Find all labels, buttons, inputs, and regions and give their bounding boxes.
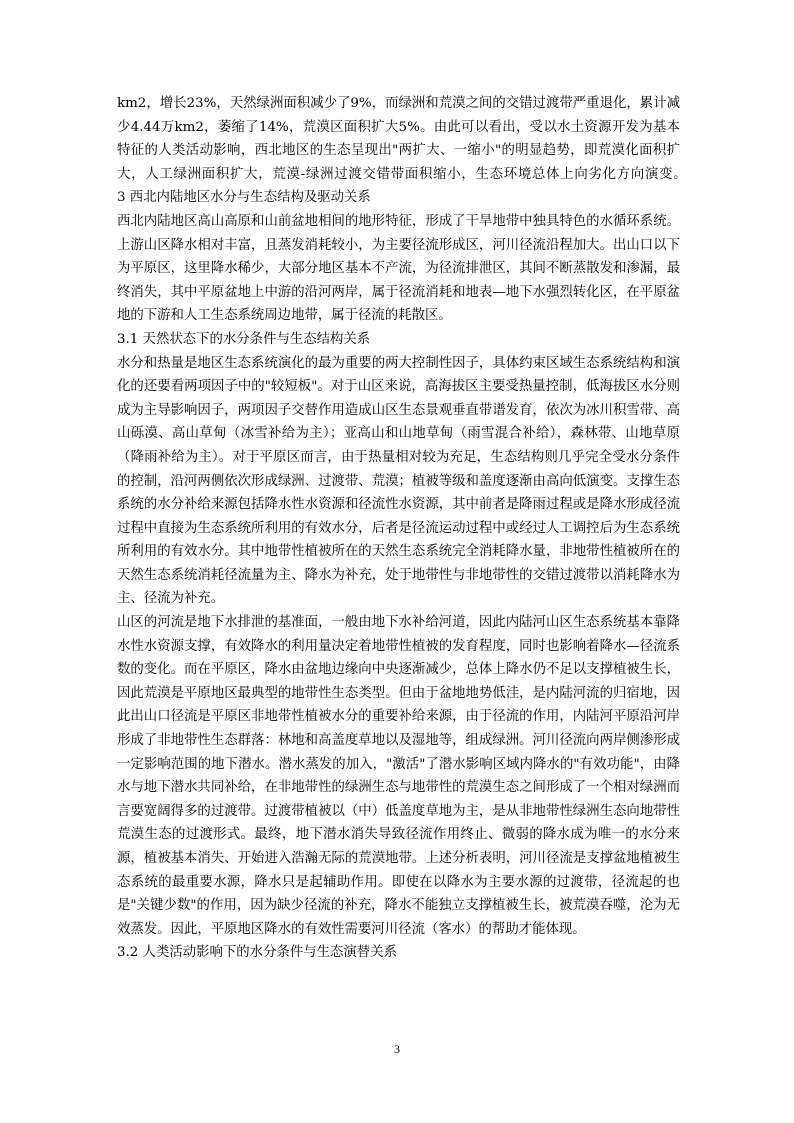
- paragraph-water-heat-factors: 水分和热量是地区生态系统演化的最为重要的两大控制性因子，具体约束区域生态系统结构和演化的还要看两项因子中的"较短板"。对于山区来说，高海拔区主要受热量控制，低海拔区水分则成为主导影响因子，两项因子交替作用造成山区生态景观垂直带谱发育，依次为冰川积雪带、高山砾漠、高山草甸（冰雪补给为主）；亚高山和山地草甸（雨雪混合补给），森林带、山地草原（降雨补给为主）。对于平原区而言，由于热量相对较为充足，生态结构则几乎完全受水分条件的控制，沿河两侧依次形成绿洲、过渡带、荒漠；植被等级和盖度逐渐由高向低演变。支撑生态系统的水分补给来源包括降水性水资源和径流性水资源，其中前者是降雨过程或是降水形成径流过程中直接为生态系统所利用的有效水分，后者是径流运动过程中或经过人工调控后为生态系统所利用的有效水分。其中地带性植被所在的天然生态系统完全消耗降水量，非地带性植被所在的天然生态系统消耗径流量为主、降水为补充，处于地带性与非地带性的交错过渡带以消耗降水为主、径流为补充。: [117, 355, 680, 607]
- section-heading-3-1: 3.1 天然状态下的水分条件与生态结构关系: [117, 331, 371, 347]
- paragraph-continuation: km2，增长23%，天然绿洲面积减少了9%，而绿洲和荒漠之间的交错过渡带严重退化，累计减少4.44万km2，萎缩了14%，荒漠区面积扩大5%。由此可以看出，受以水土资源开发为基本特征的人类活动影响，西北地区的生态呈现出"两扩大、一缩小"的明显趋势，即荒漠化面积扩大，人工绿洲面积扩大，荒漠-绿洲过渡交错带面积缩小，生态环境总体上向劣化方向演变。 3 西北内陆地区水分与生态结构及驱动关系: [117, 96, 707, 206]
- paragraph-inland-hydrology: 西北内陆地区高山高原和山前盆地相间的地形特征，形成了干旱地带中独具特色的水循环系统。上游山区降水相对丰富，且蒸发消耗较小，为主要径流形成区，河川径流沿程加大。出山口以下为平原区，这里降水稀少，大部分地区基本不产流，为径流排泄区，其间不断蒸散发和渗漏，最终消失，其中平原盆地上中游的沿河两岸，属于径流消耗和地表—地下水强烈转化区，在平原盆地的下游和人工生态系统周边地带，属于径流的耗散区。: [117, 213, 680, 324]
- page-number: 3: [394, 1042, 400, 1056]
- section-heading-3-2: 3.2 人类活动影响下的水分条件与生态演替关系: [117, 945, 397, 961]
- body-text: [117, 92, 707, 965]
- paragraph-mountain-rivers: 山区的河流是地下水排泄的基准面，一般由地下水补给河道，因此内陆河山区生态系统基本靠降水性水资源支撑，有效降水的利用量决定着地带性植被的发育程度，同时也影响着降水—径流系数的变化。而在平原区，降水由盆地边缘向中央逐渐减少，总体上降水仍不足以支撑植被生长，因此荒漠是平原地区最典型的地带性生态类型。但由于盆地地势低洼，是内陆河流的归宿地，因此出山口径流是平原区非地带性植被水分的重要补给来源，由于径流的作用，内陆河平原沿河岸形成了非地带性生态群落：林地和高盖度草地以及湿地等，组成绿洲。河川径流向两岸侧渗形成一定影响范围的地下潜水。潜水蒸发的加入，"激活"了潜水影响区域内降水的"有效功能"，由降水与地下潜水共同补给，在非地带性的绿洲生态与地带性的荒漠生态之间形成了一个相对绿洲而言要宽阔得多的过渡带。过渡带植被以（中）低盖度草地为主，是从非地带性绿洲生态向地带性荒漠生态的过渡形式。最终，地下潜水消失导致径流作用终止、微弱的降水成为唯一的水分来源，植被基本消失、开始进入浩瀚无际的荒漠地带。上述分析表明，河川径流是支撑盆地植被生态系统的最重要水源，降水只是起辅助作用。即使在以降水为主要水源的过渡带，径流起的也是"关键少数"的作用，因为缺少径流的补充，降水不能独立支撑植被生长，被荒漠吞噬，沦为无效蒸发。因此，平原地区降水的有效性需要河川径流（客水）的帮助才能体现。: [117, 615, 680, 937]
